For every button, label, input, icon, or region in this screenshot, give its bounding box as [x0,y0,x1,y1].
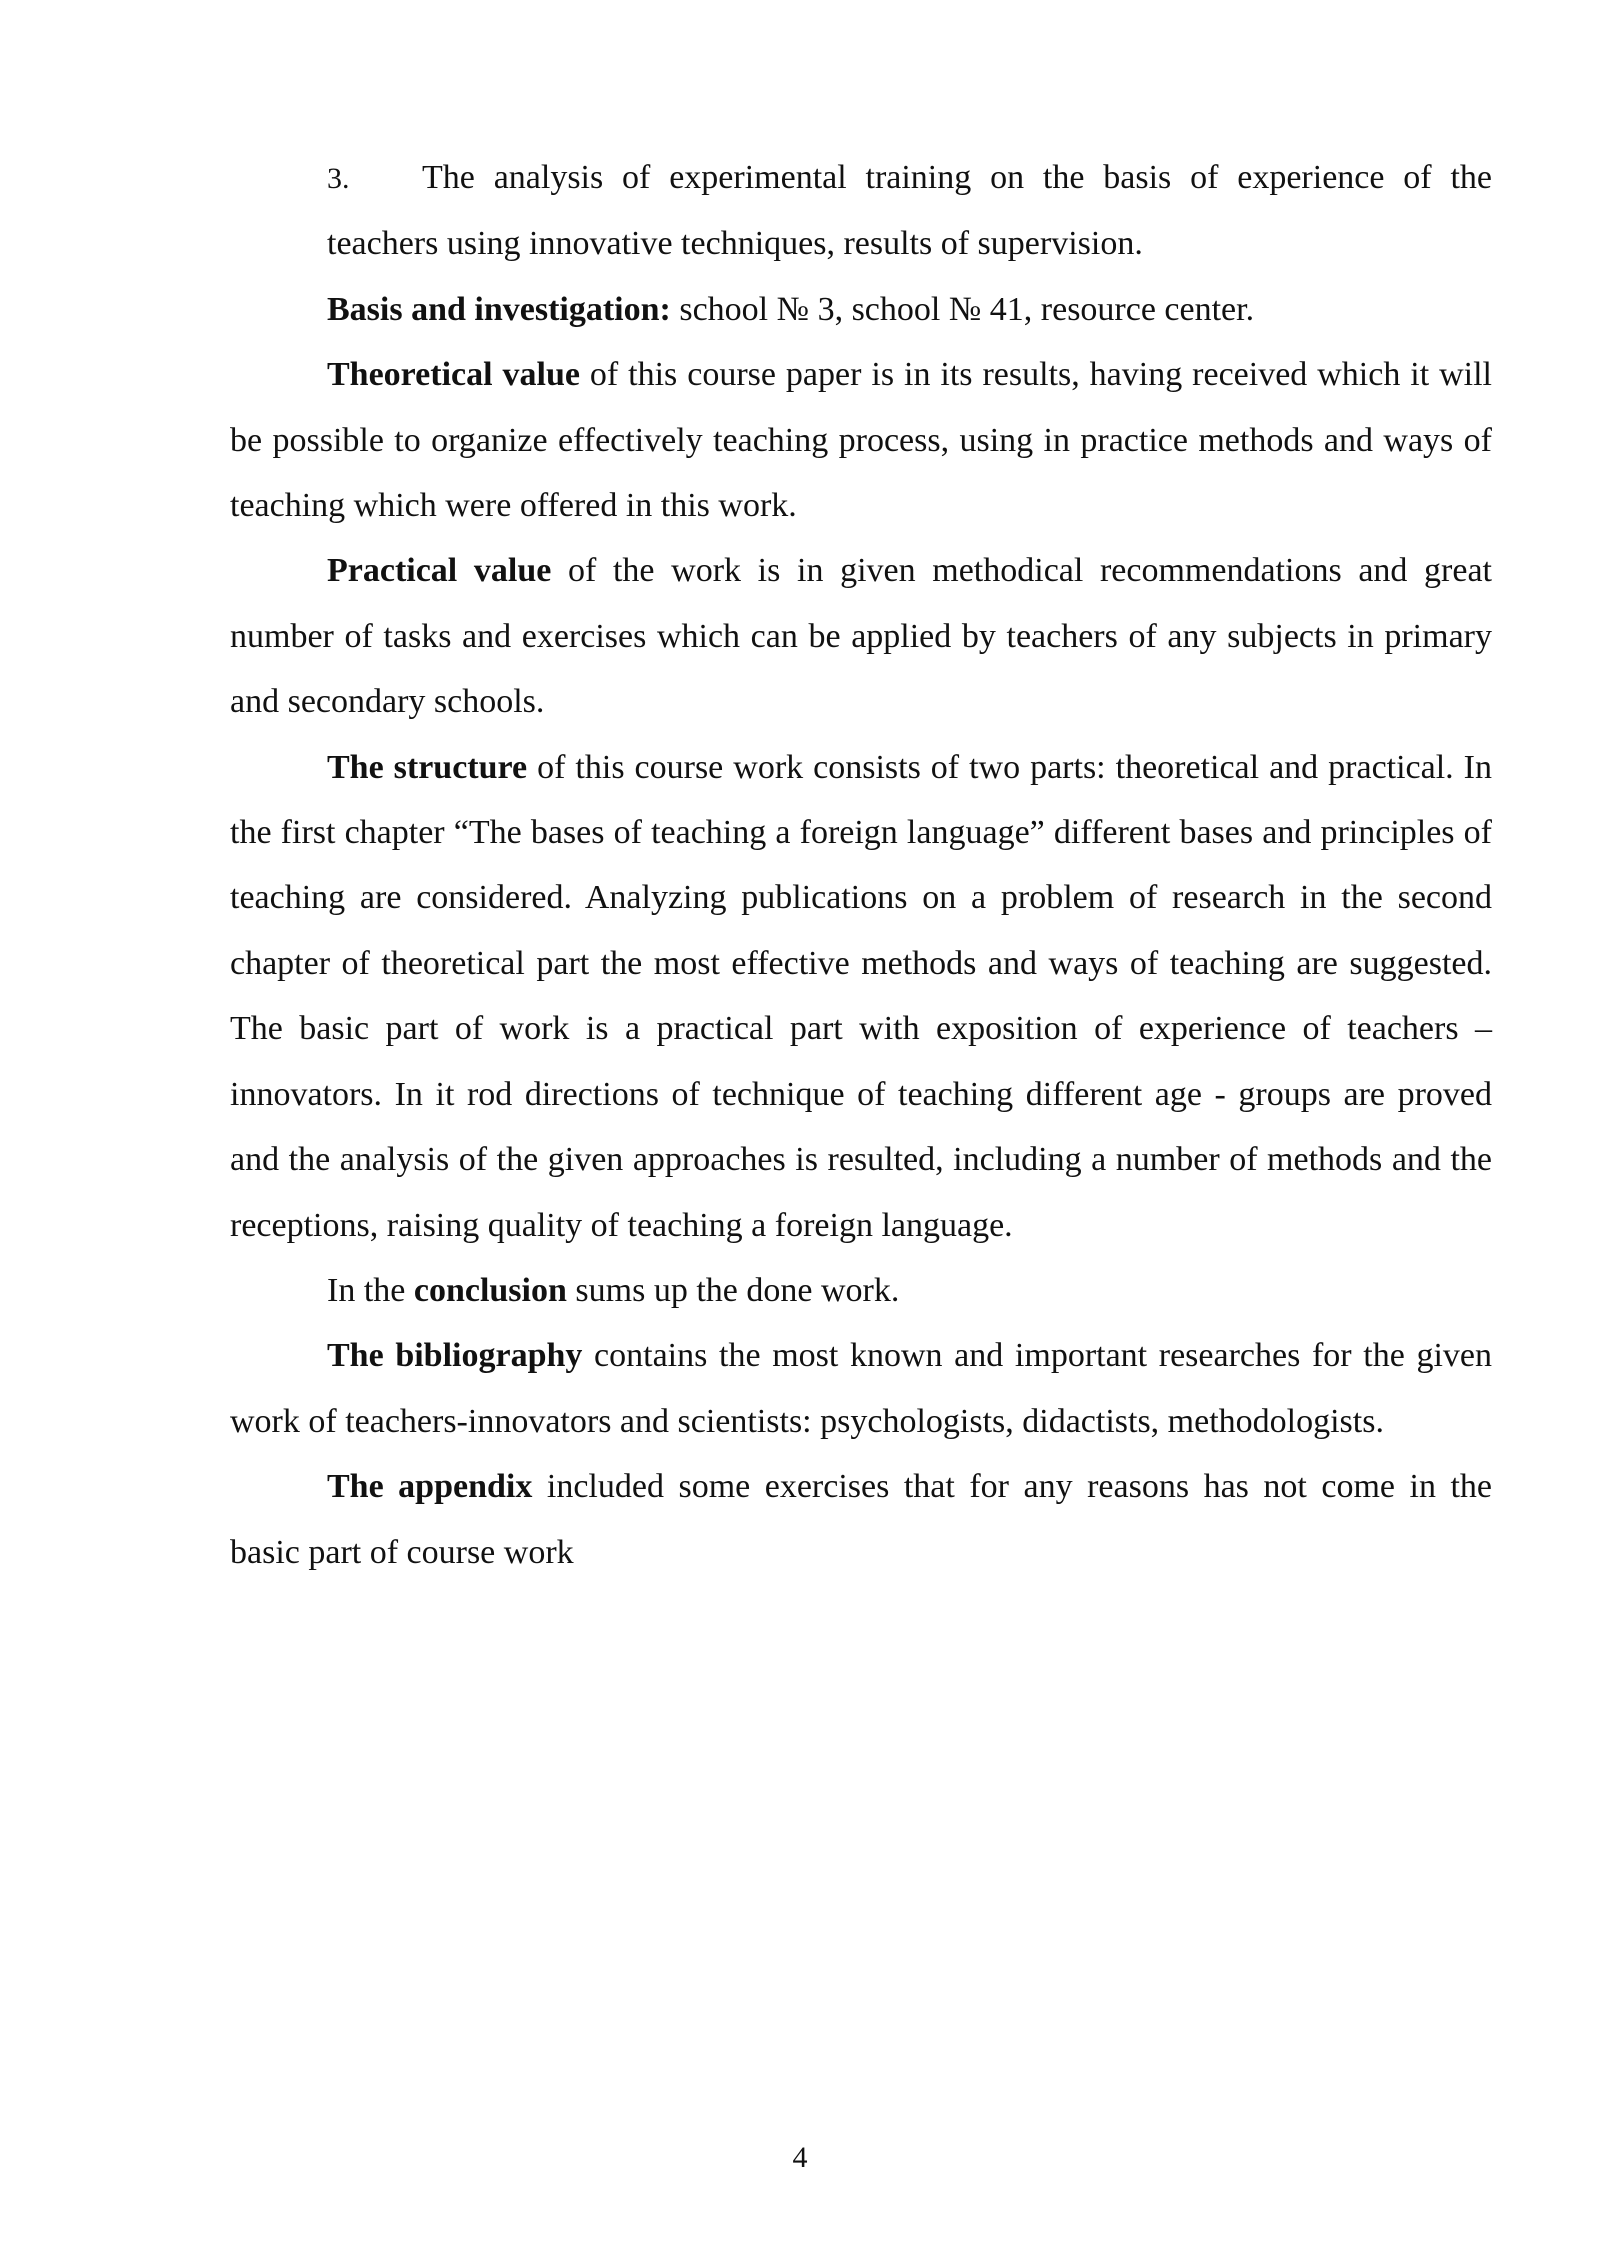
list-item-text: The analysis of experimental training on the basis of experience of the teachers using innovative techniques, results of supervision. [327,159,1492,263]
paragraph-practical-value [230,538,1492,734]
paragraph-theoretical-value [230,342,1492,538]
paragraph-text: of the work is in given methodical recommendations and great number of tasks and exercises which can be applied by teachers of any subjects in primary and secondary schools. [230,552,1493,721]
paragraph-prefix: In the [327,1271,414,1309]
paragraph-structure [230,735,1492,1258]
paragraph-lead: Theoretical value [327,356,580,394]
paragraph-lead: Practical value [327,552,552,590]
paragraph-lead: The structure [327,748,528,786]
paragraph-lead: The bibliography [327,1337,583,1375]
page-number: 4 [792,2141,808,2174]
body-text [230,145,1492,1585]
paragraph-lead: Basis and investigation: [327,290,671,328]
paragraph-text: of this course paper is in its results, having received which it will be possible to organize effectively teaching process, using in practice methods and ways of teaching which were offered in this work. [230,356,1493,525]
paragraph-text: school № 3, school № 41, resource center. [670,290,1255,328]
list-item-3 [230,145,1492,277]
paragraph-lead: The appendix [327,1468,533,1506]
paragraph-text: included some exercises that for any reasons has not come in the basic part of course work [230,1468,1492,1571]
paragraph-text: of this course work consists of two parts: theoretical and practical. In the first chapter “The bases of teaching a foreign language” different bases and principles of teaching are considered. Analyzing publications on a problem of research in the second chapter of theoretical part the most effective methods and ways of teaching are suggested. The basic part of work is a practical part with exposition of experience of teachers – innovators. In it rod directions of technique of teaching different age - groups are proved and the analysis of the given approaches is resulted, including a number of methods and the receptions, raising quality of teaching a foreign language. [230,748,1492,1244]
paragraph-text: contains the most known and important researches for the given work of teachers-innovators and scientists: psychologists, didactists, methodologists. [230,1337,1493,1440]
paragraph-text: sums up the done work. [566,1271,900,1309]
paragraph-appendix [230,1454,1492,1585]
paragraph-lead: conclusion [413,1271,567,1309]
paragraph-basis [230,277,1492,342]
paragraph-bibliography [230,1323,1492,1454]
paragraph-conclusion [230,1258,1492,1323]
list-number: 3. [327,162,350,195]
